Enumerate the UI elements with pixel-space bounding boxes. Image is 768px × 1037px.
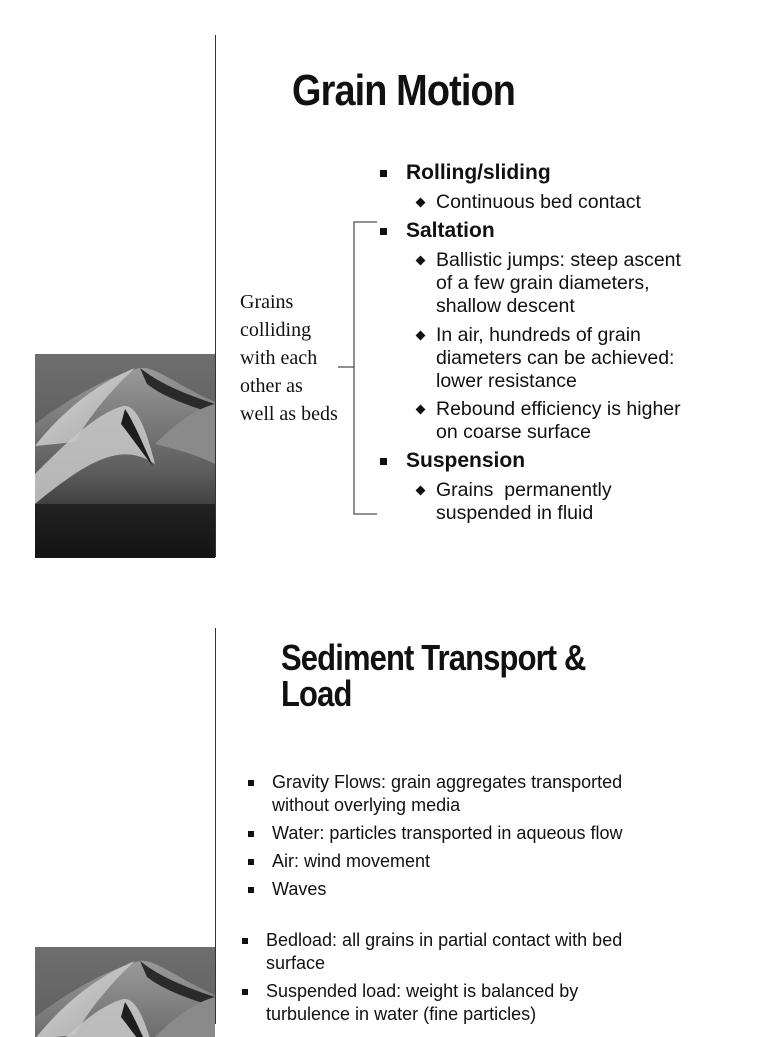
sub-bullet: In air, hundreds of grain diameters can be achieved: lower resistance — [436, 324, 711, 393]
slide-sediment-transport — [0, 590, 768, 1024]
list-item: Air: wind movement — [272, 850, 672, 873]
slide-title: Grain Motion — [292, 66, 516, 115]
bullet-saltation: Saltation — [406, 219, 495, 242]
dune-image — [35, 354, 215, 558]
bullet-rolling: Rolling/sliding — [406, 161, 551, 184]
sub-bullet: Continuous bed contact — [436, 191, 736, 214]
divider-line — [215, 628, 216, 1024]
sub-bullet: Grains permanently suspended in fluid — [436, 479, 656, 525]
bullet-suspension: Suspension — [406, 449, 526, 472]
side-note: Grains colliding with each other as well as beds — [240, 291, 338, 425]
list-item: Bedload: all grains in partial contact with bed surface — [266, 929, 676, 975]
bracket-line — [337, 221, 379, 515]
list-item: Water: particles transported in aqueous flow — [272, 822, 692, 845]
dune-photo — [35, 354, 215, 558]
slide-title: Sediment Transport & Load — [281, 637, 586, 714]
sub-bullet: Rebound efficiency is higher on coarse surface — [436, 398, 686, 444]
list-item: Waves — [272, 878, 672, 901]
sub-bullet: Ballistic jumps: steep ascent of a few grain diameters, shallow descent — [436, 249, 696, 318]
divider-line — [215, 35, 216, 557]
list-item: Suspended load: weight is balanced by turbulence in water (fine particles) — [266, 980, 626, 1026]
list-item: Gravity Flows: grain aggregates transported without overlying media — [272, 771, 672, 817]
